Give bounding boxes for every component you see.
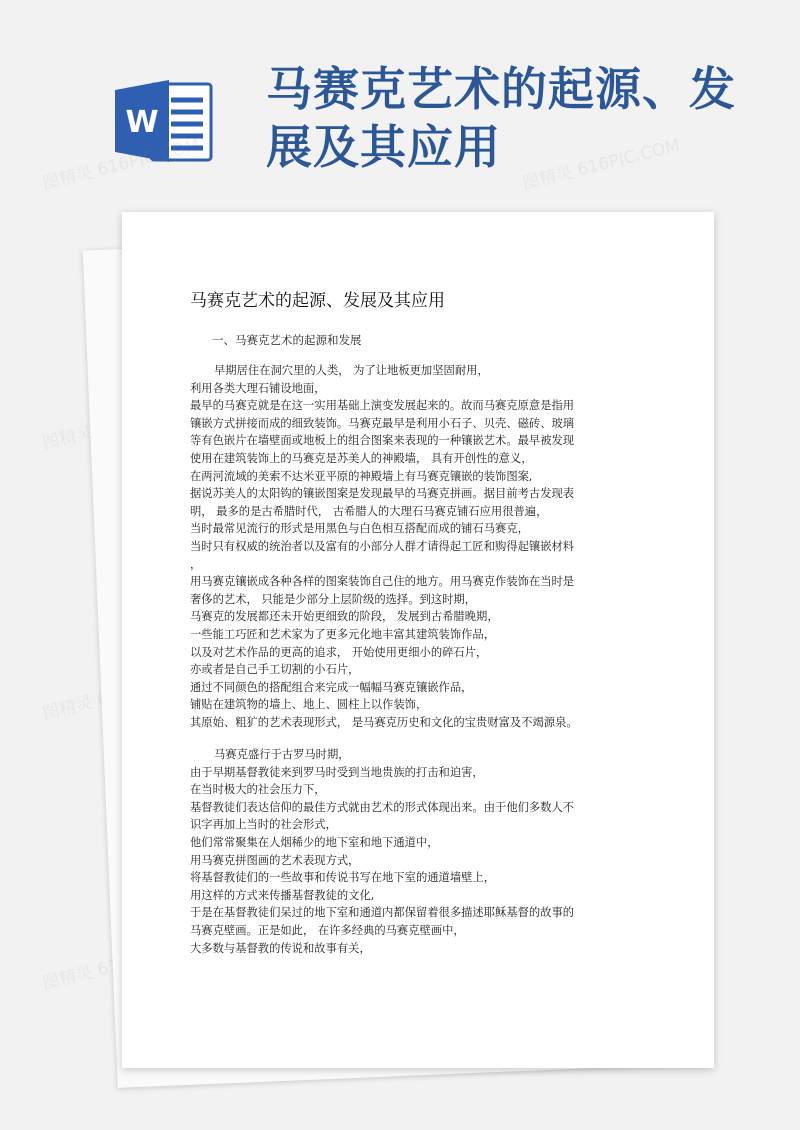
text-line: 用马赛克拼图画的艺术表现方式， (190, 853, 360, 867)
text-line: 于是在基督教徒们呆过的地下室和通道内都保留着很多描述耶稣基督的故事的 (190, 906, 575, 920)
text-line: 当时最常见流行的形式是用黑色与白色相互搭配而成的铺石马赛克， (190, 522, 529, 536)
text-line: 最早的马赛克就是在这一实用基础上演变发展起来的。故而马赛克原意是指用 (190, 399, 575, 413)
watermark: 图精灵 616PIC.COM (520, 135, 682, 195)
text-line: 他们常常聚集在人烟稀少的地下室和地下通道中， (190, 835, 439, 849)
paragraph-2 (190, 746, 702, 957)
text-line: 马赛克壁画。正是如此， 在许多经典的马赛克壁画中， (190, 923, 465, 937)
word-document-icon (113, 76, 213, 166)
text-line: 在当时极大的社会压力下， (190, 783, 326, 797)
text-line: 等有色嵌片在墙壁面或地板上的组合图案来表现的一种镶嵌艺术。最早被发现 (190, 434, 575, 448)
text-line: 用这样的方式来传播基督教徒的文化, (190, 888, 375, 902)
text-line: 当时只有权威的统治者以及富有的小部分人群才请得起工匠和购得起镶嵌材料 (190, 539, 575, 553)
text-line: 明， 最多的是古希腊时代， 古希腊人的大理石马赛克铺石应用很普遍， (190, 504, 548, 518)
text-line: 通过不同颜色的搭配组合来完成一幅幅马赛克镶嵌作品， (190, 680, 473, 694)
text-line: 其原始、粗犷的艺术表现形式， 是马赛克历史和文化的宝贵财富及不竭源泉。 (190, 715, 578, 729)
document-title: 马赛克艺术的起源、发展及其应用 (190, 291, 445, 311)
text-line: 亦或者是自己手工切割的小石片， (190, 663, 360, 677)
text-line: 使用在建筑装饰上的马赛克是苏美人的神殿墙， 具有开创性的意义， (190, 451, 533, 465)
text-line: 铺贴在建筑物的墙上、地上、圆柱上以作装饰， (190, 698, 428, 712)
watermark: 图精灵 (40, 422, 95, 455)
text-line: 奢侈的艺术， 只能是少部分上层阶级的选择。到这时期， (190, 592, 477, 606)
text-line: 基督教徒们表达信仰的最佳方式就由艺术的形式体现出来。由于他们多数人不 (190, 800, 575, 814)
text-line: 早期居住在洞穴里的人类， 为了让地板更加坚固耐用， (214, 364, 489, 377)
text-line: 据说苏美人的太阳钩的镶嵌图案是发现最早的马赛克拼画。据目前考古发现表 (190, 487, 575, 501)
text-line: 将基督教徒们的一些故事和传说书写在地下室的通道墙壁上， (190, 871, 496, 885)
text-line: 大多数与基督教的传说和故事有关， (190, 941, 371, 955)
word-icon-letter: W (125, 105, 159, 140)
text-line: 识字再加上当时的社会形式， (190, 818, 337, 832)
text-line: 由于早期基督教徒来到罗马时受到当地贵族的打击和迫害， (190, 765, 484, 779)
text-line: ， (190, 557, 202, 571)
text-line: 利用各类大理石铺设地面， (190, 381, 326, 395)
watermark: 图精灵 (40, 962, 95, 995)
text-line: 马赛克的发展都还未开始更细致的阶段， 发展到古希腊晚期， (190, 610, 499, 624)
text-line: 马赛克盛行于古罗马时期， (214, 748, 350, 761)
paragraph-1 (190, 362, 702, 731)
watermark: 图精灵 616PIC.COM (40, 135, 202, 195)
section-heading: 一、马赛克艺术的起源和发展 (212, 333, 362, 347)
text-line: 以及对艺术作品的更高的追求， 开始使用更细小的碎石片， (190, 645, 488, 659)
banner-title: 马赛克艺术的起源、发展及其应用 (266, 62, 736, 174)
text-line: 用马赛克镶嵌成各种各样的图案装饰自己住的地方。用马赛克作装饰在当时是 (190, 575, 575, 589)
document-page (122, 212, 714, 1068)
text-line: 一些能工巧匠和艺术家为了更多元化地丰富其建筑装饰作品， (190, 627, 496, 641)
watermark: 图精灵 (40, 692, 95, 725)
text-line: 镶嵌方式拼接而成的细致装饰。马赛克最早是利用小石子、贝壳、磁砖、玻璃 (190, 416, 575, 430)
text-line: 在两河流域的美索不达米亚平原的神殿墙上有马赛克镶嵌的装饰图案, (190, 469, 533, 483)
